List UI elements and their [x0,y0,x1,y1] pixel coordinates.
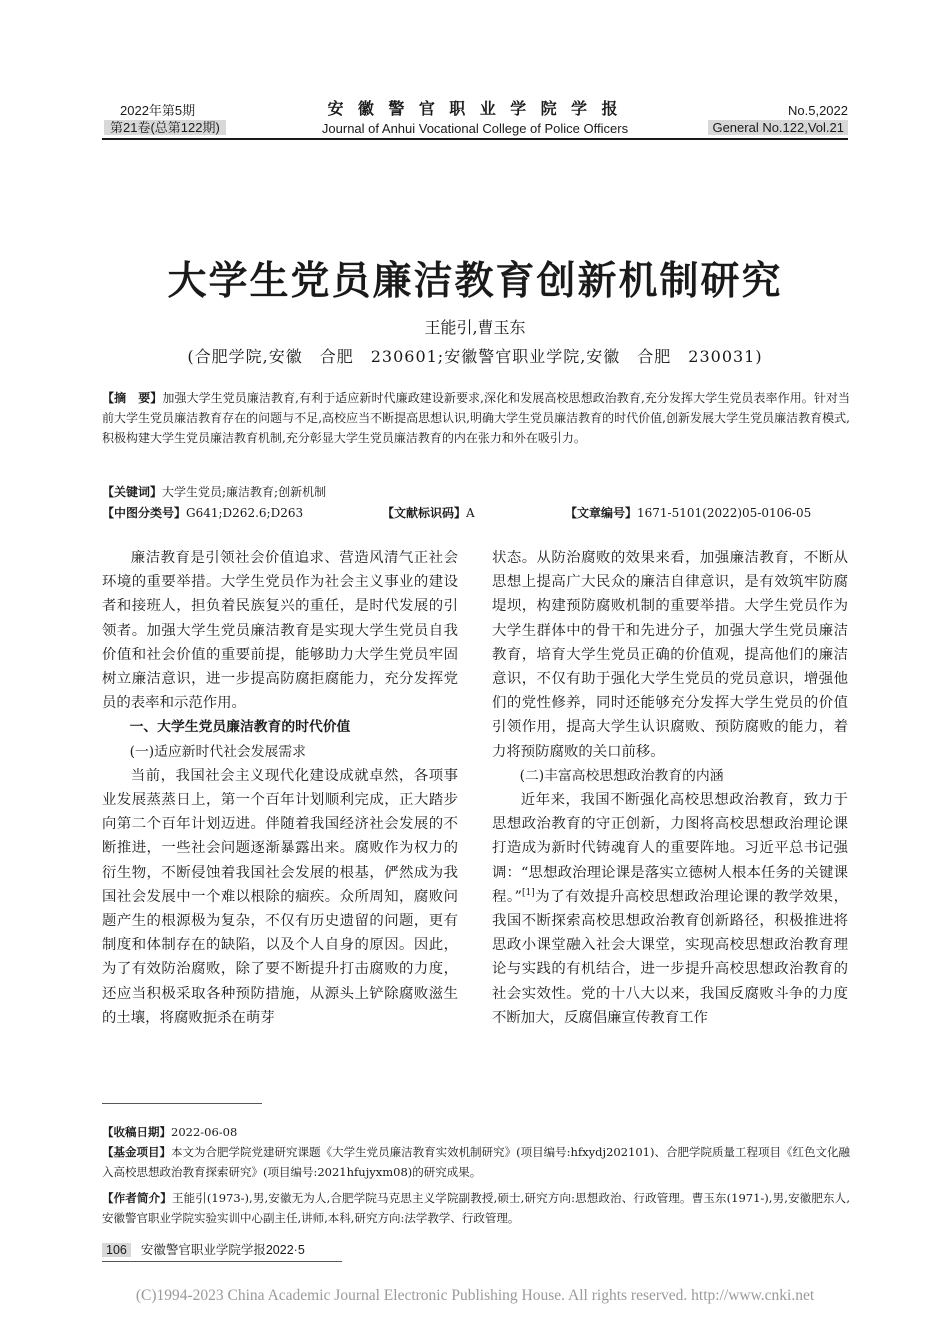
volume-info: 第21卷(总第122期) [104,120,226,135]
doc-code-label: 【文献标识码】 [382,506,467,520]
abstract [102,388,850,448]
paragraph: 廉洁教育是引领社会价值追求、营造风清气正社会环境的重要举措。大学生党员作为社会主义事业的建设者和接班人，担负着民族复兴的重任，是时代发展的引领者。加强大学生党员廉洁教育是实现大学生党员自我价值和社会价值的重要前提，能够助力大学生党员牢固树立廉洁意识，进一步提高防腐拒腐能力，充分发挥党员的表率和示范作用。 [102,550,458,712]
article-title: 大学生党员廉洁教育创新机制研究 [167,258,783,304]
body-column-left [102,546,458,1030]
section-heading: 一、大学生党员廉洁教育的时代价值 [129,719,351,736]
copyright-watermark: (C)1994-2023 China Academic Journal Electronic Publishing House. All rights reserved. http://www.cnki.net [135,1287,815,1304]
article-authors: 王能引,曹玉东 [424,318,526,337]
journal-title-zh: 安 徽 警 官 职 业 学 院 学 报 [327,101,623,118]
body-column-right [492,546,848,1030]
article-number-label: 【文章编号】 [565,506,638,520]
received-label: 【收稿日期】 [102,1125,171,1139]
paragraph: 当前，我国社会主义现代化建设成就卓然，各项事业发展蒸蒸日上，第一个百年计划顺利完成，正大踏步向第二个百年计划迈进。伴随着我国经济社会发展的不断推进，一些社会问题逐渐暴露出来。腐败作为权力的衍生物，不断侵蚀着我国社会发展的根基，俨然成为我国社会发展中一个难以根除的痼疾。众所周知，腐败问题产生的根源极为复杂，不仅有历史遗留的问题，更有制度和体制存在的缺陷，以及个人自身的原因。因此，为了有效防治腐败，除了要不断提升打击腐败的力度，还应当积极采取各种预防措施，从源头上铲除腐败滋生的土壤，将腐败扼杀在萌芽 [102,767,458,1026]
article-number-value: 1671-5101(2022)05-0106-05 [637,506,812,520]
paragraph [492,788,848,1030]
header-rule [102,138,848,140]
article-number [565,503,811,523]
keywords-label: 【关键词】 [102,485,163,499]
abstract-label: 【摘 要】 [102,391,163,405]
page-footer [102,1241,305,1259]
abstract-text: 加强大学生党员廉洁教育,有利于适应新时代廉政建设新要求,深化和发展高校思想政治教育,充分发挥大学生党员表率作用。针对当前大学生党员廉洁教育存在的问题与不足,高校应当不断提高思想认识,明确大学生党员廉洁教育的时代价值,创新发展大学生党员廉洁教育模式,积极构建大学生党员廉洁教育机制,充分彰显大学生党员廉洁教育的内在张力和外在吸引力。 [102,391,850,445]
author-bio-value: 王能引(1973-),男,安徽无为人,合肥学院马克思主义学院副教授,硕士,研究方向:思想政治、行政管理。曹玉东(1971-),男,安徽肥东人,安徽警官职业学院实验实训中心副主任,讲师,本科,研究方向:法学教学、行政管理。 [102,1191,850,1225]
page-number: 106 [102,1243,131,1257]
subsection-heading: (二)丰富高校思想政治教育的内涵 [519,767,724,784]
footer-journal: 安徽警官职业学院学报2022·5 [140,1243,305,1257]
issue-info [104,102,226,136]
paragraph: 状态。从防治腐败的效果来看，加强廉洁教育，不断从思想上提高广大民众的廉洁自律意识，是有效筑牢防腐堤坝，构建预防腐败机制的重要举措。大学生党员作为大学生群体中的骨干和先进分子，加强大学生党员廉洁教育，培育大学生党员正确的价值观，提高他们的廉洁意识，不仅有助于强化大学生党员的党员意识，增强他们的党性修养，同时还能够充分发挥大学生党员的价值引领作用，提高大学生认识腐败、预防腐败的能力，着力将预防腐败的关口前移。 [492,550,848,760]
author-bio [102,1188,850,1228]
paragraph-text: 近年来，我国不断强化高校思想政治教育，致力于思想政治教育的守正创新，力图将高校思想政治理论课打造成为新时代铸魂育人的重要阵地。习近平总书记强调：“思想政治理论课是落实立德树人根本任务的关键课程。” [492,792,848,905]
clc-number [102,503,303,523]
issue-year: 2022年第5期 [120,103,196,118]
general-number: General No.122,Vol.21 [708,120,848,135]
doc-code-value: A [466,506,475,520]
clc-value: G641;D262.6;D263 [186,506,304,520]
received-date [102,1122,850,1142]
paragraph-text: 为了有效提升高校思想政治理论课的教学效果，我国不断探索高校思想政治教育创新路径，积极推进将思政小课堂融入社会大课堂，实现高校思想政治教育理论与实践的有机结合，进一步提升高校思想政治教育的社会实效性。党的十八大以来，我国反腐败斗争的力度不断加大，反腐倡廉宣传教育工作 [492,888,848,1026]
fund-label: 【基金项目】 [102,1145,172,1159]
author-bio-label: 【作者简介】 [102,1191,172,1205]
subsection-heading: (一)适应新时代社会发展需求 [129,743,306,760]
keywords [102,482,850,502]
citation-ref[interactable]: [1] [522,887,535,898]
journal-title [250,100,700,138]
fund-project [102,1142,850,1182]
footnote-rule [102,1103,262,1104]
article-affiliation: (合肥学院,安徽 合肥 230601;安徽警官职业学院,安徽 合肥 230031) [187,347,763,366]
document-code [382,503,475,523]
keywords-text: 大学生党员;廉洁教育;创新机制 [162,485,327,499]
fund-value: 本文为合肥学院党建研究课题《大学生党员廉洁教育实效机制研究》(项目编号:hfxydj202101)、合肥学院质量工程项目《红色文化融入高校思想政治教育探索研究》(项目编号:2021hfujyxm08)的研究成果。 [102,1145,850,1179]
page-footer-rule [102,1261,342,1262]
issue-number-line: No.5,2022 [788,103,848,118]
clc-label: 【中图分类号】 [102,506,187,520]
issue-number [708,102,848,136]
received-value: 2022-06-08 [171,1125,238,1139]
journal-title-en: Journal of Anhui Vocational College of Police Officers [321,121,629,136]
